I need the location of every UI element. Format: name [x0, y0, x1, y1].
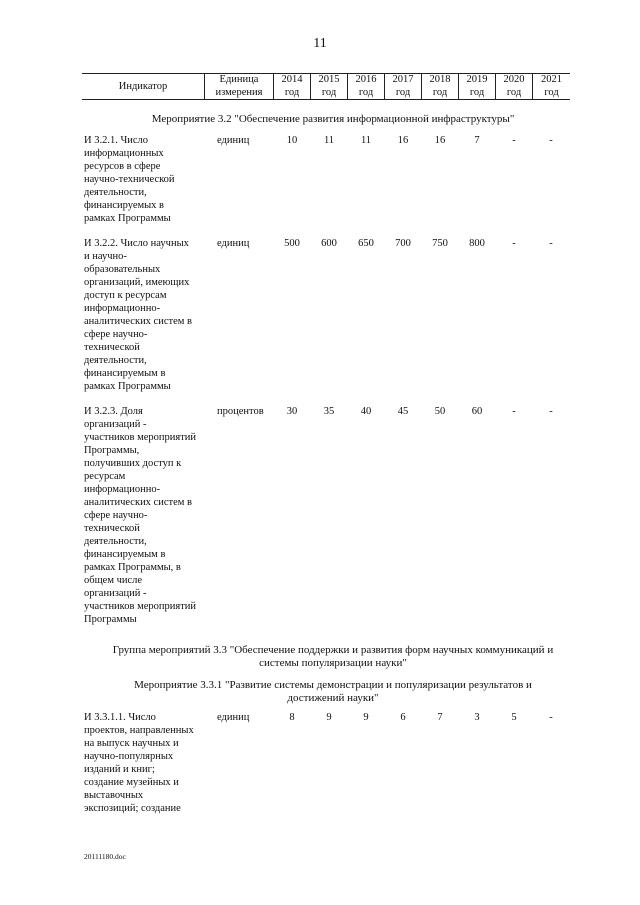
value-cell: 30 — [286, 406, 298, 417]
table-header-bottom-rule — [82, 99, 570, 100]
section-heading-3-3-1: Мероприятие 3.3.1 "Развитие системы демонстрации и популяризации результатов и достижений науки" — [134, 679, 532, 704]
indicator-name: И 3.2.2. Число научных и научно- образовательных организаций, имеющих доступ к ресурсам информационно- аналитических систем в сфере научно- технической деятельности, финансируемым в рамках Программы — [84, 238, 192, 392]
header-year: 2019 год — [466, 74, 488, 98]
document-filename: 20111180.doc — [84, 852, 126, 861]
value-cell: 800 — [469, 238, 485, 249]
value-cell: 10 — [286, 135, 298, 146]
indicator-unit: единиц — [217, 135, 250, 146]
group-heading-3-3: Группа мероприятий 3.3 "Обеспечение поддержки и развития форм научных коммуникаций и системы популяризации науки" — [112, 644, 554, 669]
value-cell: 9 — [326, 712, 332, 723]
header-unit: Единица измерения — [215, 74, 263, 98]
value-cell: 700 — [395, 238, 411, 249]
header-year: 2018 год — [429, 74, 451, 98]
value-cell: 5 — [511, 712, 517, 723]
header-year: 2014 год — [281, 74, 303, 98]
indicator-unit: процентов — [217, 406, 264, 417]
value-cell: 9 — [363, 712, 369, 723]
value-cell: 6 — [400, 712, 406, 723]
header-year: 2016 год — [355, 74, 377, 98]
value-cell: 40 — [360, 406, 372, 417]
page-number: 11 — [313, 36, 327, 51]
header-year: 2015 год — [318, 74, 340, 98]
header-year: 2017 год — [392, 74, 414, 98]
value-cell: 16 — [434, 135, 446, 146]
value-cell: 3 — [474, 712, 480, 723]
value-cell: 500 — [284, 238, 300, 249]
value-cell: 7 — [437, 712, 443, 723]
indicator-unit: единиц — [217, 238, 250, 249]
value-cell: 11 — [360, 135, 372, 146]
indicator-name: И 3.2.1. Число информационных ресурсов в сфере научно-технической деятельности, финансируемых в рамках Программы — [84, 135, 175, 224]
section-heading-3-2: Мероприятие 3.2 "Обеспечение развития информационной инфраструктуры" — [151, 113, 515, 125]
value-cell: 50 — [434, 406, 446, 417]
value-cell: - — [549, 238, 553, 249]
value-cell: 11 — [323, 135, 335, 146]
value-cell: 650 — [358, 238, 374, 249]
value-cell: - — [512, 135, 516, 146]
value-cell: 7 — [474, 135, 480, 146]
value-cell: 45 — [397, 406, 409, 417]
header-indicator: Индикатор — [118, 81, 168, 92]
value-cell: - — [512, 406, 516, 417]
value-cell: 600 — [321, 238, 337, 249]
value-cell: 60 — [471, 406, 483, 417]
value-cell: - — [549, 712, 553, 723]
value-cell: - — [549, 406, 553, 417]
indicator-name: И 3.3.1.1. Число проектов, направленных на выпуск научных и научно-популярных изданий и книг; создание музейных и выставочных экспозиций; создание — [84, 712, 194, 814]
value-cell: 8 — [289, 712, 295, 723]
value-cell: - — [549, 135, 553, 146]
indicator-unit: единиц — [217, 712, 250, 723]
header-year: 2021 год — [541, 74, 562, 98]
value-cell: 35 — [323, 406, 335, 417]
value-cell: - — [512, 238, 516, 249]
value-cell: 16 — [397, 135, 409, 146]
indicator-name: И 3.2.3. Доля организаций - участников мероприятий Программы, получивших доступ к ресурсам информационно- аналитических систем в сфере научно- технической деятельности, финансируемым в рамках Программы, в общем числе организаций - участников мероприятий Программы — [84, 406, 197, 625]
value-cell: 750 — [432, 238, 448, 249]
header-year: 2020 год — [503, 74, 525, 98]
